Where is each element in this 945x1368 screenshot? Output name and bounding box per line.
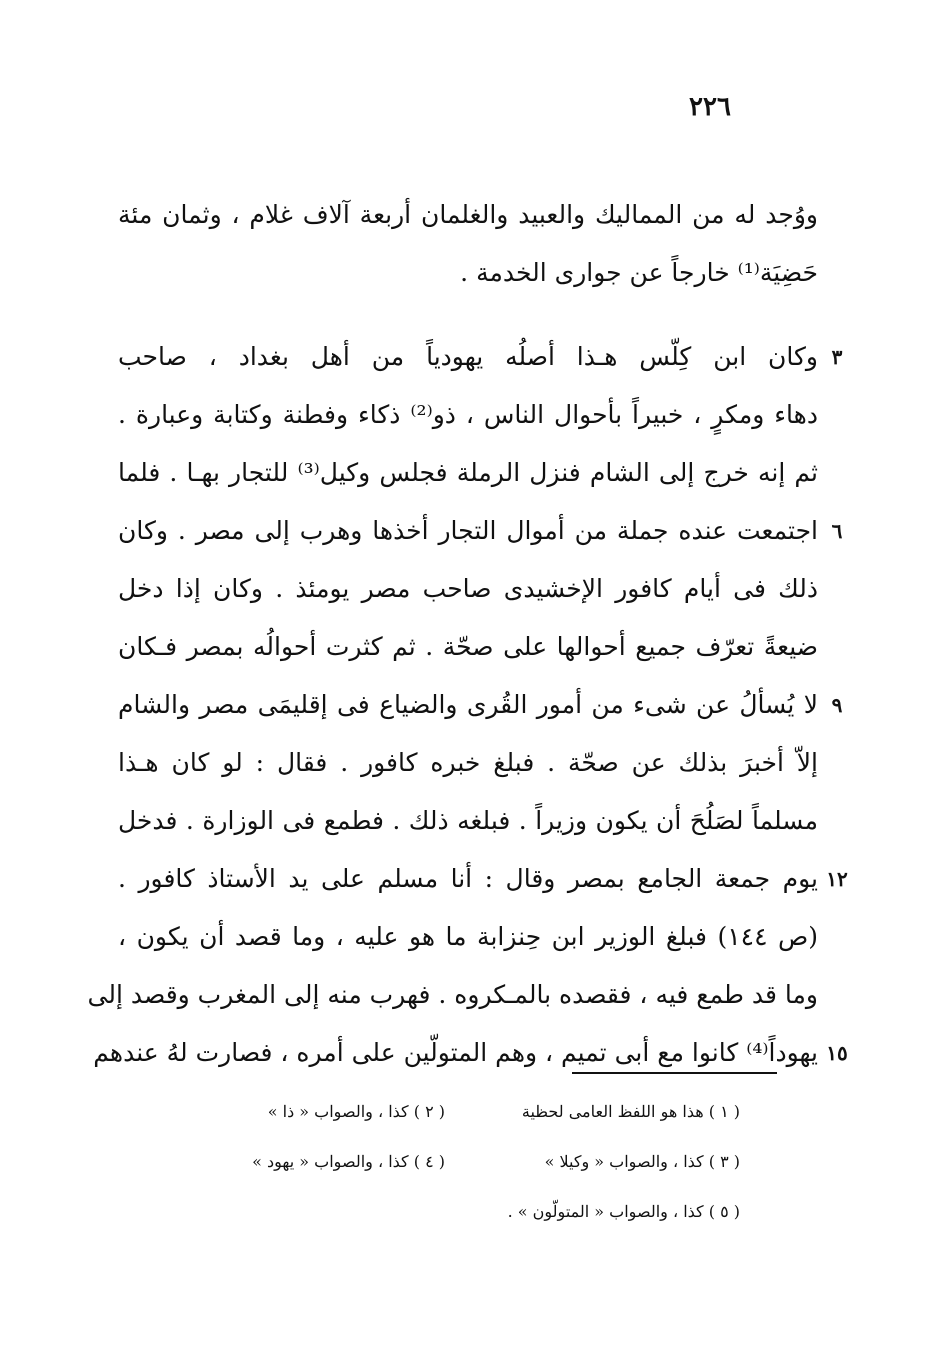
line-text: (ص ١٤٤) فبلغ الوزير ابن حِنزابة ما هو عليه ، وما قصد أن يكون ، (118, 922, 818, 951)
footnote-row (150, 1092, 740, 1142)
line-text: ثم إنه خرج إلى الشام فنزل الرملة فجلس وكيل⁽³⁾ للتجار بهـا . فلما (118, 458, 819, 487)
text-line (118, 908, 818, 966)
line-text: دهاء ومكرٍ ، خبيراً بأحوال الناس ، ذو⁽²⁾ ذكاء وفطنة وكتابة وعبارة . (118, 400, 818, 429)
footnote-5: ( ٥ ) كذا ، والصواب « المتولّون » . (507, 1202, 740, 1221)
text-line (118, 676, 843, 734)
text-line (118, 244, 818, 302)
line-text: ووُجد له من المماليك والعبيد والغلمان أربعة آلاف غلام ، وثمان مئة (118, 200, 818, 229)
footnote-2: ( ٢ ) كذا ، والصواب « ذا » (267, 1102, 445, 1121)
text-line (118, 850, 848, 908)
paragraph-gap (118, 302, 818, 328)
line-text: وكان ابن كِلّس هـذا أصلُه يهودياً من أهل بغداد ، صاحب (118, 342, 818, 371)
text-line (118, 502, 843, 560)
line-number: ١٥ (826, 1041, 848, 1065)
line-number: ٦ (831, 519, 843, 543)
line-text: يوم جمعة الجامع بمصر وقال : أنا مسلم على يد الأستاذ كافور . (118, 864, 818, 893)
footnotes (150, 1092, 740, 1242)
line-text: ذلك فى أيام كافور الإخشيدى صاحب مصر يومئذ . وكان إذا دخل (118, 574, 818, 603)
line-text: اجتمعت عنده جملة من أموال التجار أخذها وهرب إلى مصر . وكان (118, 516, 818, 545)
text-line (118, 618, 818, 676)
text-line (118, 560, 818, 618)
text-line (118, 186, 818, 244)
text-line (118, 792, 818, 850)
body-text (87, 186, 848, 1082)
footnote-1: ( ١ ) هذا هو اللفظ العامى لحظية (521, 1102, 740, 1121)
text-line (118, 734, 818, 792)
footnote-4: ( ٤ ) كذا ، والصواب « يهود » (252, 1152, 445, 1171)
footnote-row (150, 1192, 740, 1242)
text-line (87, 966, 818, 1024)
footnote-3: ( ٣ ) كذا ، والصواب « وكيلا » (544, 1152, 740, 1171)
footnote-row (150, 1142, 740, 1192)
line-text: إلاّ أخبرَ بذلك عن صحّة . فبلغ خبره كافور . فقال : لو كان هـذا (118, 748, 818, 777)
line-text: حَضِيَة⁽¹⁾ خارجاً عن جوارى الخدمة . (460, 258, 818, 287)
text-line (118, 386, 818, 444)
line-text: ضيعةً تعرّف جميع أحوالها على صحّة . ثم كثرت أحوالُه بمصر فـكان (118, 632, 818, 661)
line-number: ٩ (831, 693, 843, 717)
line-number: ٣ (831, 345, 843, 369)
line-text: يهوداً⁽⁴⁾ كانوا مع أبى تميم ، وهم المتولّين على أمره ، فصارت لهُ عندهم (93, 1038, 818, 1067)
line-text: لا يُسألُ عن شىء من أمور القُرى والضياع فى إقليمَى مصر والشام (118, 690, 818, 719)
line-number: ١٢ (826, 867, 848, 891)
line-text: وما قد طمع فيه ، فقصده بالمـكروه . فهرب منه إلى المغرب وقصد إلى (87, 980, 818, 1009)
footnote-separator (572, 1072, 777, 1074)
page-number: ٢٢٦ (689, 92, 731, 122)
line-text: مسلماً لصَلُحَ أن يكون وزيراً . فبلغه ذلك . فطمع فى الوزارة . فدخل (118, 806, 818, 835)
text-line (118, 444, 818, 502)
text-line (118, 328, 843, 386)
